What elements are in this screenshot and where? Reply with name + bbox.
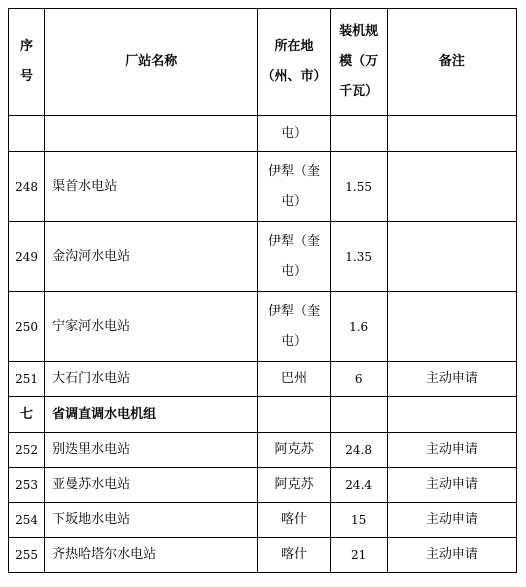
cell-capacity: 1.35 — [330, 222, 387, 292]
cell-note — [387, 292, 516, 362]
table-row — [9, 468, 517, 503]
cell-note: 主动申请 — [387, 503, 516, 538]
table-row — [9, 362, 517, 397]
cell-capacity: 21 — [330, 538, 387, 573]
cell-capacity: 1.55 — [330, 152, 387, 222]
cell-no: 253 — [9, 468, 45, 503]
cell-name: 齐热哈塔尔水电站 — [45, 538, 258, 573]
header-capacity-line3: 千瓦） — [339, 84, 379, 99]
table-row — [9, 538, 517, 573]
cell-name: 宁家河水电站 — [45, 292, 258, 362]
header-no-line2: 号 — [20, 69, 34, 84]
cell-empty — [387, 397, 516, 433]
cell-no: 254 — [9, 503, 45, 538]
cell-location-line1: 伊犁（奎 — [268, 163, 321, 179]
cell-location — [258, 292, 330, 362]
cell-name: 金沟河水电站 — [45, 222, 258, 292]
section-row — [9, 397, 517, 433]
cell-no: 252 — [9, 433, 45, 468]
header-capacity — [330, 9, 387, 116]
cell-location — [258, 152, 330, 222]
header-location — [258, 9, 330, 116]
cell-capacity: 1.6 — [330, 292, 387, 362]
cell-capacity: 6 — [330, 362, 387, 397]
header-note: 备注 — [387, 9, 516, 116]
cell-location: 阿克苏 — [258, 433, 330, 468]
cell-empty — [330, 397, 387, 433]
cell-location-line2: 屯） — [281, 263, 308, 279]
cell-note: 主动申请 — [387, 468, 516, 503]
header-no-line1: 序 — [20, 39, 34, 54]
header-no — [9, 9, 45, 116]
cell-note: 主动申请 — [387, 362, 516, 397]
cell-empty — [330, 116, 387, 152]
continuation-row — [9, 116, 517, 152]
cell-location-line1: 伊犁（奎 — [268, 233, 321, 249]
header-name: 厂站名称 — [45, 9, 258, 116]
cell-capacity: 15 — [330, 503, 387, 538]
cell-no: 251 — [9, 362, 45, 397]
cell-name: 渠首水电站 — [45, 152, 258, 222]
cell-location: 巴州 — [258, 362, 330, 397]
cell-note — [387, 222, 516, 292]
cell-name: 别迭里水电站 — [45, 433, 258, 468]
cell-no: 255 — [9, 538, 45, 573]
table-row — [9, 433, 517, 468]
cell-empty — [45, 116, 258, 152]
cell-empty — [9, 116, 45, 152]
section-no: 七 — [9, 397, 45, 433]
cell-name: 下坂地水电站 — [45, 503, 258, 538]
cell-note: 主动申请 — [387, 538, 516, 573]
cell-location-line2: 屯） — [281, 333, 308, 349]
cell-location: 阿克苏 — [258, 468, 330, 503]
cell-capacity: 24.4 — [330, 468, 387, 503]
cell-location — [258, 222, 330, 292]
cell-capacity: 24.8 — [330, 433, 387, 468]
cell-name: 亚曼苏水电站 — [45, 468, 258, 503]
header-location-line1: 所在地 — [274, 39, 314, 54]
station-table — [8, 8, 517, 573]
cell-empty — [258, 397, 330, 433]
header-capacity-line1: 装机规 — [339, 24, 379, 39]
cell-no: 249 — [9, 222, 45, 292]
header-capacity-line2: 模（万 — [339, 54, 379, 69]
cell-location-line1: 伊犁（奎 — [268, 303, 321, 319]
cell-location: 喀什 — [258, 538, 330, 573]
section-title: 省调直调水电机组 — [45, 397, 258, 433]
cell-name: 大石门水电站 — [45, 362, 258, 397]
cell-note — [387, 152, 516, 222]
table-row — [9, 152, 517, 222]
cell-location: 喀什 — [258, 503, 330, 538]
header-location-line2: （州、市） — [261, 69, 327, 84]
cell-location-line2: 屯） — [281, 193, 308, 209]
cell-location-continuation: 屯） — [258, 116, 330, 152]
cell-empty — [387, 116, 516, 152]
table-header-row — [9, 9, 517, 116]
cell-no: 250 — [9, 292, 45, 362]
table-row — [9, 503, 517, 538]
table-row — [9, 292, 517, 362]
cell-no: 248 — [9, 152, 45, 222]
table-row — [9, 222, 517, 292]
cell-note: 主动申请 — [387, 433, 516, 468]
